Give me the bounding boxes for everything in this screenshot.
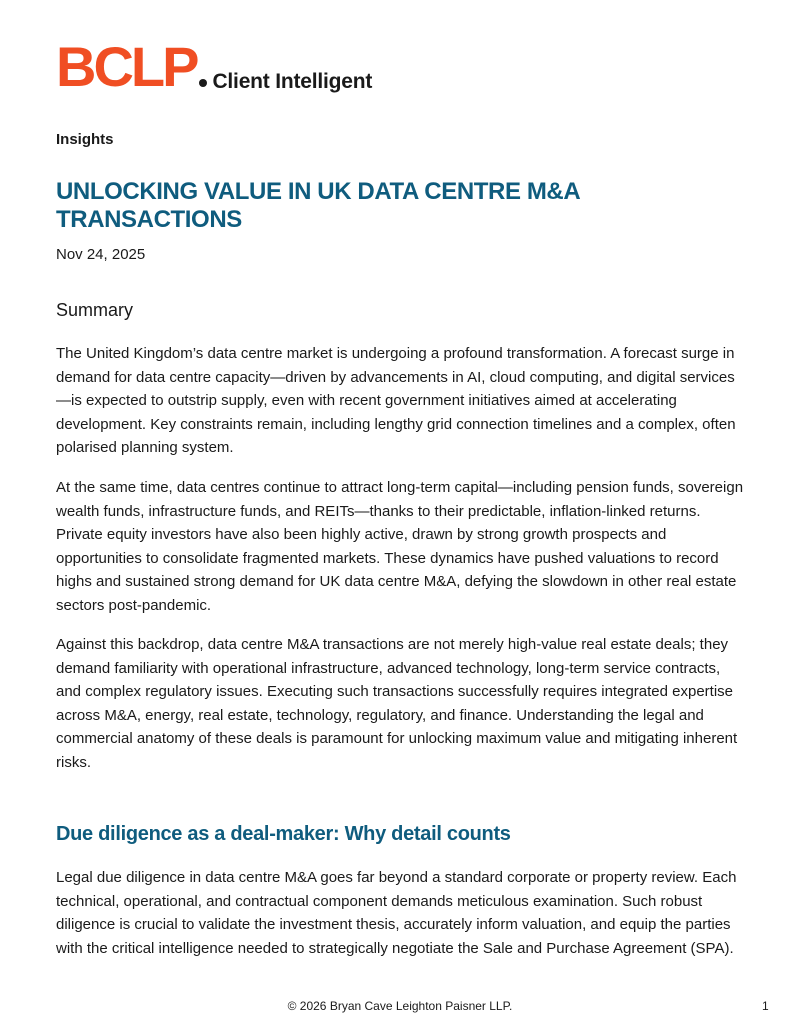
article-category: Insights bbox=[56, 131, 114, 148]
bclp-logo bbox=[56, 35, 373, 98]
article-title: UNLOCKING VALUE IN UK DATA CENTRE M&A TRANSACTIONS bbox=[56, 178, 580, 233]
page-number: 1 bbox=[762, 999, 769, 1013]
section-heading-due-diligence: Due diligence as a deal-maker: Why detail counts bbox=[56, 823, 511, 845]
summary-paragraph-2: At the same time, data centres continue to attract long-term capital—including pension funds, sovereign wealth funds, infrastructure funds, and REITs—thanks to their predictable, inflation-linked returns. Private equity investors have also been highly active, drawn by strong growth prospects and opportunities to consolidate fragmented markets. These dynamics have pushed valuations to record highs and sustained strong demand for UK data centre M&A, defying the slowdown in other real estate sectors post-pandemic. bbox=[56, 479, 744, 614]
logo-dot-icon bbox=[199, 79, 207, 87]
section-paragraph: Legal due diligence in data centre M&A goes far beyond a standard corporate or property review. Each technical, operational, and contractual component demands meticulous examination. Such robust diligence is crucial to validate the investment thesis, accurately inform valuation, and equip the parties with the critical intelligence needed to strategically negotiate the Sale and Purchase Agreement (SPA). bbox=[56, 869, 737, 957]
footer-copyright: © 2026 Bryan Cave Leighton Paisner LLP. bbox=[287, 999, 513, 1013]
summary-paragraph-1: The United Kingdom’s data centre market is undergoing a profound transformation. A forecast surge in demand for data centre capacity—driven by advancements in AI, cloud computing, and digital services—is expected to outstrip supply, even with recent government initiatives aimed at accelerating development. Key constraints remain, including lengthy grid connection timelines and a complex, often polarised planning system. bbox=[56, 345, 736, 456]
logo-wordmark: BCLP bbox=[56, 35, 197, 98]
article-date: Nov 24, 2025 bbox=[56, 246, 146, 263]
summary-paragraph-3: Against this backdrop, data centre M&A transactions are not merely high-value real estate deals; they demand familiarity with operational infrastructure, advanced technology, long-term service contracts, and complex regulatory issues. Executing such transactions successfully requires integrated expertise across M&A, energy, real estate, technology, regulatory, and finance. Understanding the legal and commercial anatomy of these deals is paramount for unlocking maximum value and mitigating inherent risks. bbox=[56, 636, 738, 771]
summary-heading: Summary bbox=[56, 300, 134, 320]
logo-tagline: Client Intelligent bbox=[212, 70, 373, 93]
